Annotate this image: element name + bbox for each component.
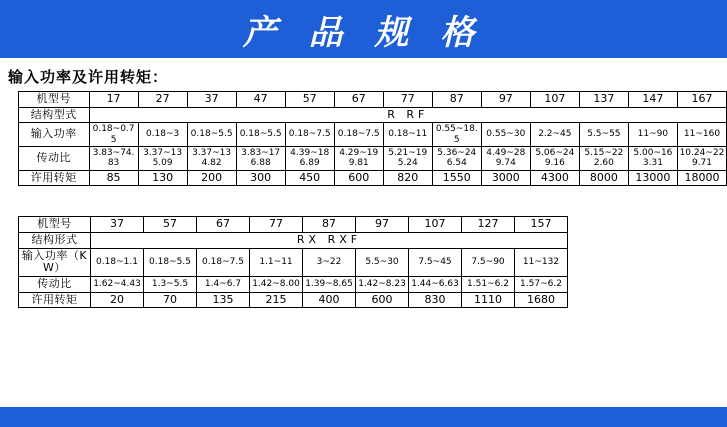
cell: 37 (187, 92, 236, 108)
cell: 1110 (462, 292, 515, 308)
cell: 7.5~90 (462, 248, 515, 276)
cell: 157 (515, 217, 568, 233)
cell: 18000 (677, 170, 726, 186)
cell: 0.18~11 (383, 123, 432, 147)
cell: 37 (91, 217, 144, 233)
cell: 57 (144, 217, 197, 233)
table-row (19, 232, 568, 248)
cell: 5.21~195.24 (383, 146, 432, 170)
cell: 0.18~1.1 (91, 248, 144, 276)
cell: 4.39~186.89 (285, 146, 334, 170)
cell: 0.18~3 (138, 123, 187, 147)
cell: 11~132 (515, 248, 568, 276)
cell: 0.18~7.5 (334, 123, 383, 147)
cell: 450 (285, 170, 334, 186)
cell: 3.83~74.83 (89, 146, 138, 170)
cell: 13000 (628, 170, 677, 186)
spec-table-r-rf (18, 91, 727, 186)
cell: 3~22 (303, 248, 356, 276)
banner (0, 0, 727, 58)
cell: 830 (409, 292, 462, 308)
cell: 27 (138, 92, 187, 108)
row-label: 许用转矩 (19, 170, 90, 186)
table-gap (0, 186, 727, 216)
cell: 1.42~8.00 (250, 276, 303, 292)
footer-bar (0, 407, 727, 427)
cell: 0.18~5.5 (144, 248, 197, 276)
cell: 70 (144, 292, 197, 308)
section-heading: 输入功率及许用转矩： (8, 68, 169, 86)
cell: 600 (334, 170, 383, 186)
cell: 1.3~5.5 (144, 276, 197, 292)
cell: 1.1~11 (250, 248, 303, 276)
row-label: 许用转矩 (19, 292, 91, 308)
spec-sheet (0, 58, 727, 407)
cell-merged: R RF (89, 107, 726, 123)
cell: 97 (481, 92, 530, 108)
table-row (19, 107, 727, 123)
table-row (19, 92, 727, 108)
row-label: 结构型式 (19, 107, 90, 123)
row-label: 输入功率（KW） (19, 248, 91, 276)
cell-merged: RX RXF (91, 232, 568, 248)
cell: 77 (383, 92, 432, 108)
cell: 0.55~18.5 (432, 123, 481, 147)
cell: 4.29~199.81 (334, 146, 383, 170)
cell: 5.06~249.16 (530, 146, 579, 170)
table-row (19, 146, 727, 170)
cell: 0.55~30 (481, 123, 530, 147)
cell: 1680 (515, 292, 568, 308)
table-row (19, 292, 568, 308)
cell: 17 (89, 92, 138, 108)
cell: 1.57~6.2 (515, 276, 568, 292)
cell: 1.39~8.65 (303, 276, 356, 292)
cell: 130 (138, 170, 187, 186)
cell: 147 (628, 92, 677, 108)
table-row (19, 248, 568, 276)
cell: 820 (383, 170, 432, 186)
table-row (19, 123, 727, 147)
cell: 1.44~6.63 (409, 276, 462, 292)
cell: 5.15~222.60 (579, 146, 628, 170)
cell: 3.83~176.88 (236, 146, 285, 170)
cell: 85 (89, 170, 138, 186)
cell: 7.5~45 (409, 248, 462, 276)
cell: 87 (432, 92, 481, 108)
cell: 2.2~45 (530, 123, 579, 147)
row-label: 结构形式 (19, 232, 91, 248)
cell: 8000 (579, 170, 628, 186)
row-label: 机型号 (19, 92, 90, 108)
cell: 47 (236, 92, 285, 108)
cell: 300 (236, 170, 285, 186)
cell: 0.18~7.5 (197, 248, 250, 276)
cell: 5.5~55 (579, 123, 628, 147)
row-label: 输入功率 (19, 123, 90, 147)
cell: 3000 (481, 170, 530, 186)
cell: 1.4~6.7 (197, 276, 250, 292)
row-label: 传动比 (19, 276, 91, 292)
cell: 215 (250, 292, 303, 308)
cell: 11~90 (628, 123, 677, 147)
cell: 57 (285, 92, 334, 108)
cell: 5.5~30 (356, 248, 409, 276)
cell: 0.18~0.75 (89, 123, 138, 147)
cell: 137 (579, 92, 628, 108)
cell: 4.49~289.74 (481, 146, 530, 170)
cell: 67 (334, 92, 383, 108)
cell: 11~160 (677, 123, 726, 147)
cell: 167 (677, 92, 726, 108)
table-row (19, 217, 568, 233)
table-row (19, 170, 727, 186)
cell: 0.18~5.5 (236, 123, 285, 147)
cell: 0.18~7.5 (285, 123, 334, 147)
cell: 127 (462, 217, 515, 233)
cell: 200 (187, 170, 236, 186)
cell: 1550 (432, 170, 481, 186)
cell: 1.51~6.2 (462, 276, 515, 292)
cell: 400 (303, 292, 356, 308)
cell: 97 (356, 217, 409, 233)
cell: 107 (530, 92, 579, 108)
cell: 5.00~163.31 (628, 146, 677, 170)
row-label: 传动比 (19, 146, 90, 170)
cell: 87 (303, 217, 356, 233)
cell: 67 (197, 217, 250, 233)
cell: 0.18~5.5 (187, 123, 236, 147)
cell: 1.42~8.23 (356, 276, 409, 292)
cell: 107 (409, 217, 462, 233)
cell: 5.36~246.54 (432, 146, 481, 170)
cell: 20 (91, 292, 144, 308)
cell: 77 (250, 217, 303, 233)
cell: 4300 (530, 170, 579, 186)
cell: 10.24~229.71 (677, 146, 726, 170)
cell: 1.62~4.43 (91, 276, 144, 292)
cell: 3.37~134.82 (187, 146, 236, 170)
cell: 3.37~135.09 (138, 146, 187, 170)
banner-title: 产 品 规 格 (242, 12, 485, 53)
cell: 135 (197, 292, 250, 308)
cell: 600 (356, 292, 409, 308)
spec-table-rx-rxf (18, 216, 568, 308)
table-row (19, 276, 568, 292)
row-label: 机型号 (19, 217, 91, 233)
